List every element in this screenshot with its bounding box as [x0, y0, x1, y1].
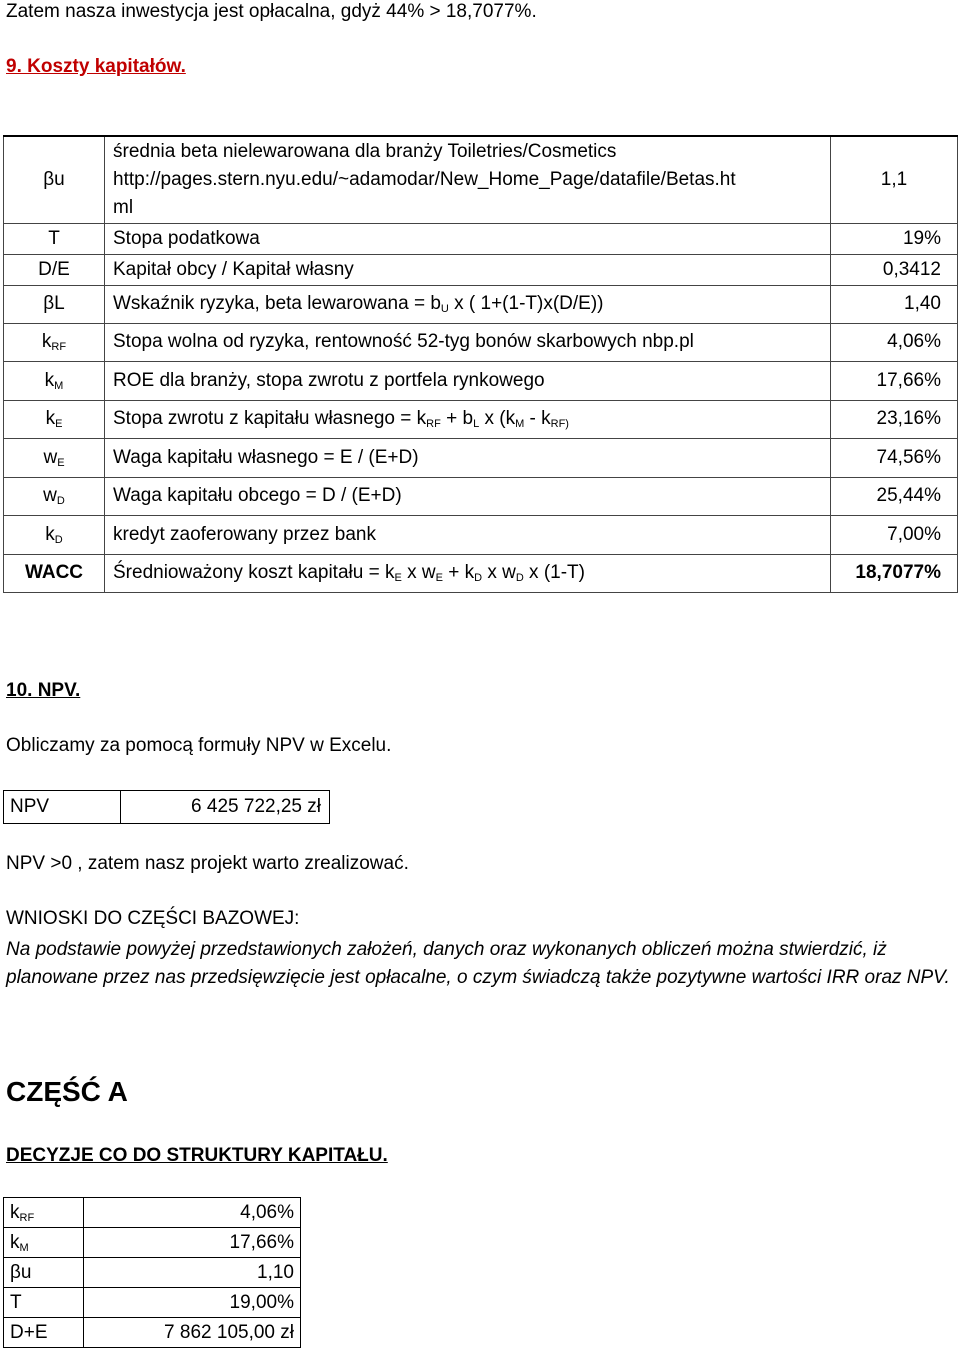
description-cell: Waga kapitału własnego = E / (E+D) [105, 438, 831, 477]
label-cell: T [4, 1288, 84, 1318]
table-row [4, 554, 958, 592]
intro-text: Zatem nasza inwestycja jest opłacalna, gdyż 44% > 18,7077%. [6, 1, 537, 22]
value-cell: 7,00% [831, 515, 958, 554]
value-cell: 0,3412 [831, 254, 958, 285]
inputs-table [3, 1197, 301, 1348]
subscript: RF) [550, 418, 569, 430]
description-cell [105, 400, 831, 438]
table-row [4, 438, 958, 477]
desc-text: x (1-T) [523, 562, 585, 583]
table-row [4, 136, 958, 223]
symbol-cell [4, 323, 105, 361]
table-row [4, 400, 958, 438]
subscript: RF [426, 418, 441, 430]
subscript: D [54, 533, 63, 546]
value-cell: 7 862 105,00 zł [84, 1318, 301, 1348]
subscript: E [435, 572, 443, 584]
symbol-cell: WACC [4, 554, 105, 592]
desc-text: x ( 1+(1-T)x(D/E)) [448, 293, 604, 314]
section-10-heading: 10. NPV. [6, 680, 81, 701]
table-row [4, 323, 958, 361]
conclusions-text: Na podstawie powyżej przedstawionych założeń, danych oraz wykonanych obliczeń można stwierdzić, iż planowane przez nas przedsięwzięcie jest opłacalne, o czym świadczą także pozytywne wartości IRR oraz NPV. [6, 939, 950, 988]
capital-structure-heading: DECYZJE CO DO STRUKTURY KAPITAŁU. [6, 1145, 388, 1166]
table-row [4, 1258, 301, 1288]
label-cell [4, 1228, 84, 1258]
subscript: D [515, 572, 524, 584]
subscript: E [394, 572, 402, 584]
subscript: L [473, 418, 480, 430]
value-cell: 19% [831, 223, 958, 254]
value-cell: 17,66% [831, 361, 958, 400]
label-cell: D+E [4, 1318, 84, 1348]
subscript: E [57, 456, 65, 469]
symbol-text: k [10, 1231, 20, 1253]
subscript: RF [51, 341, 67, 353]
table-row [4, 1288, 301, 1318]
symbol-text: w [43, 446, 58, 468]
description-cell: ROE dla branży, stopa zwrotu z portfela rynkowego [105, 361, 831, 400]
symbol-cell [4, 515, 105, 554]
value-cell: 19,00% [84, 1288, 301, 1318]
table-row [4, 254, 958, 285]
desc-text: - k [524, 408, 551, 429]
table-row [4, 1198, 301, 1228]
symbol-cell: βu [4, 136, 105, 223]
value-cell: 4,06% [831, 323, 958, 361]
subscript: M [19, 1241, 29, 1254]
table-row [4, 477, 958, 515]
capital-cost-table [3, 135, 958, 593]
subscript: M [54, 379, 64, 392]
table-row [4, 1318, 301, 1348]
symbol-cell: βL [4, 285, 105, 323]
subscript: M [515, 418, 525, 430]
value-cell: 25,44% [831, 477, 958, 515]
table-row [4, 791, 330, 824]
desc-text: Stopa zwrotu z kapitału własnego = k [113, 408, 427, 429]
description-cell: Waga kapitału obcego = D / (E+D) [105, 477, 831, 515]
table-row [4, 1228, 301, 1258]
symbol-cell [4, 400, 105, 438]
value-cell: 23,16% [831, 400, 958, 438]
symbol-text: k [45, 523, 55, 545]
desc-line: ml [113, 196, 134, 218]
conclusions-title: WNIOSKI DO CZĘŚCI BAZOWEJ: [6, 908, 300, 929]
symbol-text: w [43, 485, 57, 506]
symbol-text: k [10, 1201, 20, 1223]
description-cell: Stopa wolna od ryzyka, rentowność 52-tyg bonów skarbowych nbp.pl [105, 323, 831, 361]
label-cell [4, 1198, 84, 1228]
table-row [4, 361, 958, 400]
desc-text: Wskaźnik ryzyka, beta lewarowana = b [113, 293, 441, 314]
part-a-heading: CZĘŚĆ A [6, 1076, 128, 1107]
subscript: RF [19, 1211, 35, 1224]
symbol-cell: D/E [4, 254, 105, 285]
section-9-heading: 9. Koszty kapitałów. [6, 56, 186, 77]
description-cell: Kapitał obcy / Kapitał własny [105, 254, 831, 285]
description-cell: kredyt zaoferowany przez bank [105, 515, 831, 554]
desc-text: x (k [479, 408, 516, 429]
desc-text: x w [482, 562, 516, 583]
description-cell [105, 136, 831, 223]
symbol-text: k [44, 369, 55, 391]
description-cell [105, 285, 831, 323]
value-cell: 17,66% [84, 1228, 301, 1258]
npv-conclusion: NPV >0 , zatem nasz projekt warto zrealizować. [6, 853, 409, 874]
symbol-cell [4, 438, 105, 477]
table-row [4, 223, 958, 254]
value-cell: 1,1 [831, 136, 958, 223]
npv-label: NPV [4, 791, 121, 824]
value-cell: 1,40 [831, 285, 958, 323]
desc-text: + b [440, 408, 474, 429]
value-cell: 4,06% [84, 1198, 301, 1228]
description-cell: Stopa podatkowa [105, 223, 831, 254]
subscript: D [56, 495, 65, 507]
desc-line: średnia beta nielewarowana dla branży Toiletries/Cosmetics [113, 140, 617, 162]
npv-table [3, 790, 330, 824]
desc-text: + k [442, 562, 475, 583]
value-cell: 1,10 [84, 1258, 301, 1288]
symbol-text: k [45, 408, 56, 429]
label-cell: βu [4, 1258, 84, 1288]
symbol-text: k [41, 331, 52, 352]
symbol-cell [4, 361, 105, 400]
subscript: U [440, 303, 449, 315]
value-cell: 18,7077% [831, 554, 958, 592]
table-row [4, 285, 958, 323]
npv-value: 6 425 722,25 zł [121, 791, 330, 824]
table-row [4, 515, 958, 554]
subscript: D [474, 572, 483, 584]
description-cell [105, 554, 831, 592]
desc-text: x w [401, 562, 436, 583]
desc-text: Średnioważony koszt kapitału = k [113, 562, 395, 583]
value-cell: 74,56% [831, 438, 958, 477]
calc-text: Obliczamy za pomocą formuły NPV w Excelu. [6, 735, 392, 756]
symbol-cell [4, 477, 105, 515]
subscript: E [55, 418, 63, 430]
symbol-cell: T [4, 223, 105, 254]
desc-line: http://pages.stern.nyu.edu/~adamodar/New_Home_Page/datafile/Betas.ht [113, 168, 736, 190]
